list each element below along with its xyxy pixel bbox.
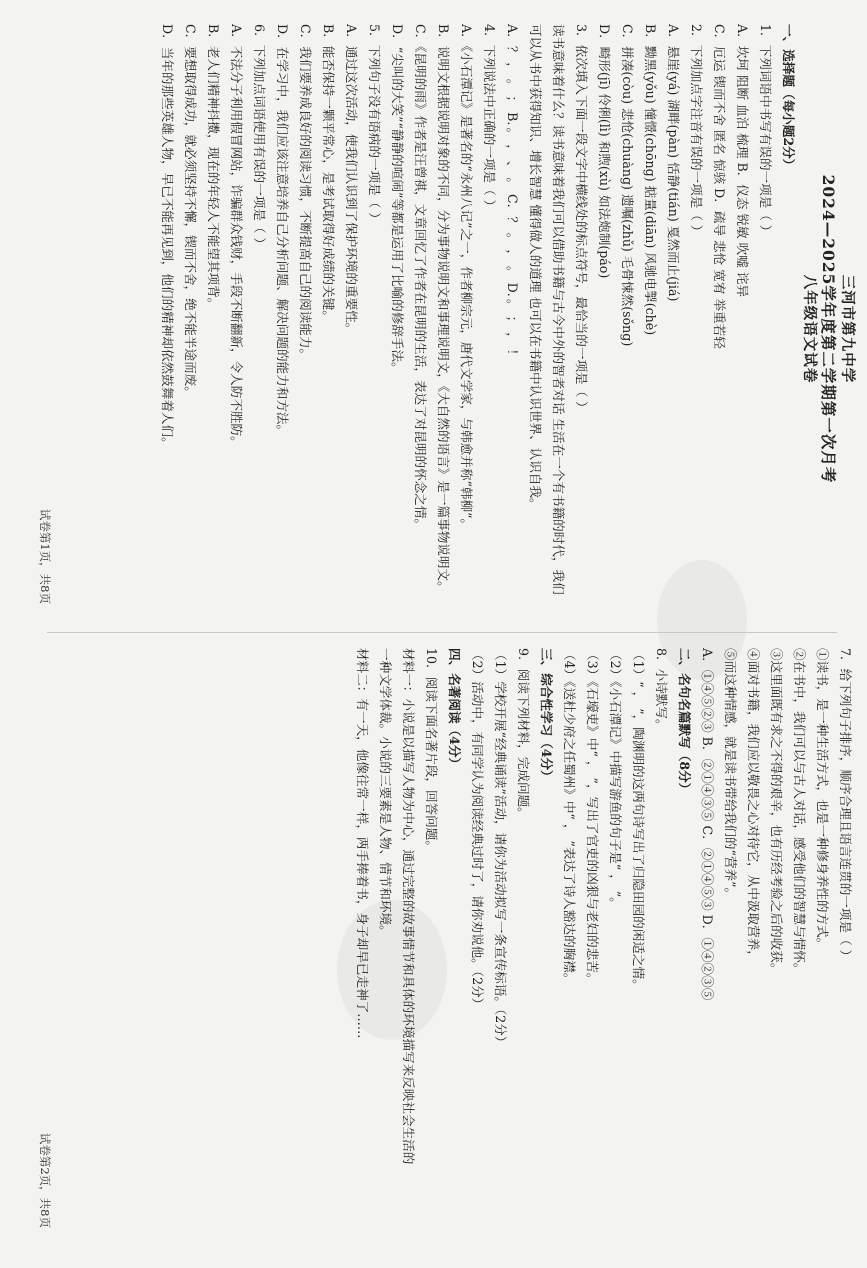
text-line: C．《昆明的雨》作者是汪曾祺，文章回忆了作者在昆明的生活，表达了对昆明的怀念之情。 xyxy=(413,24,428,532)
exam-title: 2024—2025学年度第二学期第一次月考 xyxy=(819,174,838,484)
text-line: （1）“ ， ”，陶渊明的这两句诗写出了归隐田园的闲适之情。 xyxy=(631,648,646,992)
text-line: 材料二：有一天，他像往常一样，两手捧着书，身子却早已走神了…… xyxy=(355,648,370,1039)
text-line: （3）《石壕吏》中“ ， ”，写出了官吏的凶狠与老妇的悲苦。 xyxy=(585,648,600,986)
text-line: 3．依次填入下面一段文字中横线处的标点符号，最恰当的一项是（ ） xyxy=(574,24,589,414)
text-line: A．悬崖(yá) 湖畔(pàn) 恬静(tián) 戛然而止(jiá) xyxy=(666,24,681,302)
text-line: 二、名句名篇默写（8分） xyxy=(677,648,692,796)
page-left xyxy=(27,24,857,634)
text-line: C．拼凑(còu) 悲怆(chuàng) 遗嘱(zhǔ) 毛骨悚然(sǒng) xyxy=(620,24,635,347)
text-line: 5．下列句子没有语病的一项是（ ） xyxy=(367,24,382,225)
text-line: 4．下列说法中正确的一项是（ ） xyxy=(482,24,497,213)
text-line: ⑤而这种情感，就是读书带给我们的“营养”。 xyxy=(723,648,738,901)
page-footer-left: 试卷第1页，共8页 xyxy=(38,508,52,604)
text-line: ①读书，是一种生活方式，也是一种修身养性的方式。 xyxy=(815,648,830,951)
text-line: D．当年的那些英雄人物，早已不能再见到，他们的精神却依然鼓舞着人们。 xyxy=(160,24,175,450)
text-line: 10．阅读下面名著片段，回答问题。 xyxy=(424,648,439,853)
text-line: A．①④⑤②③ B．②①④③⑤ C．②①④⑤③ D．①④②③⑤ xyxy=(700,648,715,1001)
text-line: A．？ ， 。 ； B．。 ， 、 。 C．？ 。 ， 。 D．。 ； ， ！ xyxy=(505,24,520,362)
text-line: 8．小诗默写。 xyxy=(654,648,669,732)
text-line: D．畸形(jī) 伶俐(lì) 和煦(xù) 如法炮制(páo) xyxy=(597,24,612,279)
text-line: ③这里面既有求之不得的艰辛，也有历经考验之后的收获。 xyxy=(769,648,784,976)
text-line: 1．下列词语中书写有误的一项是（ ） xyxy=(758,24,773,238)
text-line: D．在学习中，我们应该注意培养自己分析问题、解决问题的能力和方法。 xyxy=(275,24,290,438)
text-line: （2）活动中，有同学认为阅读经典过时了，请你劝说他。（2分） xyxy=(470,648,485,1011)
text-line: A．通过这次活动，使我们认识到了保护环境的重要性。 xyxy=(344,24,359,336)
text-line: C．我们要养成良好的阅读习惯，不断提高自己的阅读能力。 xyxy=(298,24,313,362)
grade-title: 八年级语文试卷 xyxy=(801,274,818,384)
text-line: C．厄运 锲而不舍 匿名 惊骇 D．疏导 悲怆 宽宥 举重若轻 xyxy=(712,24,727,349)
page-footer-right: 试卷第2页，共8页 xyxy=(38,1132,52,1228)
text-line: 2．下列加点字注音有误的一项是（ ） xyxy=(689,24,704,238)
page-right xyxy=(27,648,857,1258)
left-question-lines xyxy=(156,24,800,634)
text-line: 可以从书中获得知识、增长智慧 懂得做人的道理 也可以在书籍中认识世界、认识自我。 xyxy=(528,24,543,511)
text-line: D．“尖叫的大笑”“静静的喧闹”等都是运用了比喻的修辞手法。 xyxy=(390,24,405,375)
text-line: B．能否保持一颗平常心，是考试取得好成绩的关键。 xyxy=(321,24,336,323)
text-line: B．老人们精神抖擞，现在的年轻人不能望其项背。 xyxy=(206,24,221,311)
text-line: （4）《送杜少府之任蜀州》中“ ， ”表达了诗人豁达的胸襟。 xyxy=(562,648,577,986)
text-line: A．不法分子利用假冒网站，诈骗群众钱财，手段不断翻新，令人防不胜防。 xyxy=(229,24,244,449)
text-line: 三、综合性学习（4分） xyxy=(539,648,554,783)
text-line: ④面对书籍，我们应以敬畏之心对待它，从中汲取营养， xyxy=(746,648,761,963)
text-line: ②在书中，我们可以与古人对话，感受他们的智慧与情怀。 xyxy=(792,648,807,976)
text-line: 7．给下列句子排序，顺序合理且语言连贯的一项是（ ） xyxy=(838,648,853,963)
text-line: （1）学校开展“经典诵读”活动，请你为活动拟写一条宣传标语。（2分） xyxy=(493,648,508,1049)
right-question-lines xyxy=(351,648,857,1258)
text-line: 读书意味着什么？读书意味着我们可以借助书籍与古今中外的智者对话 生活在一个有书籍的时代，我们 xyxy=(551,24,566,595)
text-line: 一种文学体裁。小说的三要素是人物、情节和环境。 xyxy=(378,648,393,938)
text-line: A．坎坷 阻断 血泊 梳理 B．仪态 锐敏 吹嘘 诧异 xyxy=(735,24,750,298)
text-line: 6．下列加点词语使用有误的一项是（ ） xyxy=(252,24,267,251)
text-line: B．黝黑(yǒu) 憧憬(chōng) 掂量(diān) 风驰电掣(chè) xyxy=(643,24,658,336)
page-divider xyxy=(47,632,837,633)
text-line: C．要想取得成功，就必须坚持不懈，锲而不舍，绝不能半途而废。 xyxy=(183,24,198,399)
school-title: 三河市第九中学 xyxy=(839,274,856,384)
text-line: 9．阅读下列材料，完成问题。 xyxy=(516,648,531,820)
text-line: 一、选择题（每小题2分） xyxy=(781,24,796,172)
text-line: 四、名著阅读（4分） xyxy=(447,648,462,771)
text-line: 材料一：小说是以描写人物为中心，通过完整的故事情节和具体的环境描写来反映社会生活的 xyxy=(401,648,416,1165)
text-line: （2）《小石潭记》中描写游鱼的句子是“ ， ”。 xyxy=(608,648,623,910)
text-line: A．《小石潭记》是著名的“永州八记”之一，作者柳宗元，唐代文学家，与韩愈并称“韩柳”。 xyxy=(459,24,474,532)
text-line: B．说明文根据说明对象的不同，分为事物说明文和事理说明文，《大自然的语言》是一篇事物说明文。 xyxy=(436,24,451,594)
